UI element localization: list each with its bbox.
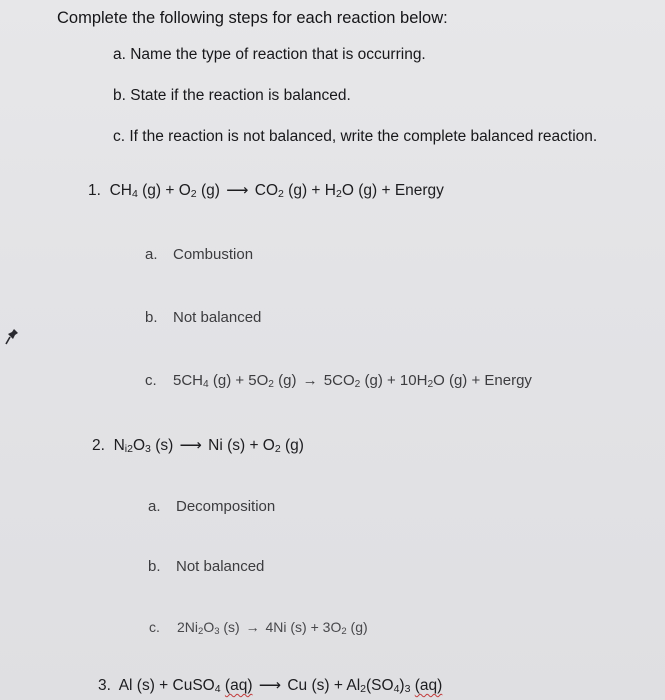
instruction-step-c: c. If the reaction is not balanced, write the complete balanced reaction. [113, 128, 598, 145]
problem-2-equation: 2. $N_{i2}O_3$ (s) ⟶ Ni $(s) + O_2$ (g) [92, 437, 304, 456]
problem-number: 2. [92, 437, 105, 454]
problem-number: 3. [98, 677, 111, 694]
instruction-step-b: b. State if the reaction is balanced. [113, 87, 351, 104]
reaction-arrow-icon: ⟶ [226, 182, 249, 199]
right-arrow-icon: → [245, 619, 260, 635]
reaction-arrow-icon: ⟶ [258, 677, 282, 694]
problem-number: 1. [88, 182, 101, 199]
pin-icon [5, 328, 19, 346]
reaction-arrow-icon: ⟶ [179, 437, 202, 454]
problem-1-answer-a: a. Combustion [145, 246, 254, 263]
problem-2-answer-a: a. Decomposition [148, 498, 276, 515]
spellcheck-underline: (aq) [224, 677, 253, 694]
instructions-heading: Complete the following steps for each reaction below: [57, 9, 448, 27]
problem-2-answer-b: b. Not balanced [148, 558, 265, 575]
spellcheck-underline: (aq) [414, 677, 443, 694]
right-arrow-icon: → [302, 372, 318, 389]
problem-1-equation: 1. $CH_4$ $(g) + O_2$ (g) ⟶ $CO_2$ $(g) + H_2O$ (g) + Energy [88, 182, 444, 201]
problem-1-answer-c: c. $5CH_4$ $(g) + 5O_2$ $(g) \to 5CO_2$ $(g) + 10H_2O$ (g) + Energy [145, 372, 532, 391]
instruction-step-a: a. Name the type of reaction that is occurring. [113, 46, 426, 63]
problem-1-answer-b: b. Not balanced [145, 309, 262, 326]
problem-3-equation: 3. Al (s) + CuSO$_4$ (aq) ⟶ Cu $(s) + Al_2(SO_4)_3$ (aq) [98, 677, 443, 696]
problem-2-answer-c: c. $2Ni_2O_3$ (s) → 4Ni $(s) + 3O_2$ (g) [149, 619, 368, 637]
